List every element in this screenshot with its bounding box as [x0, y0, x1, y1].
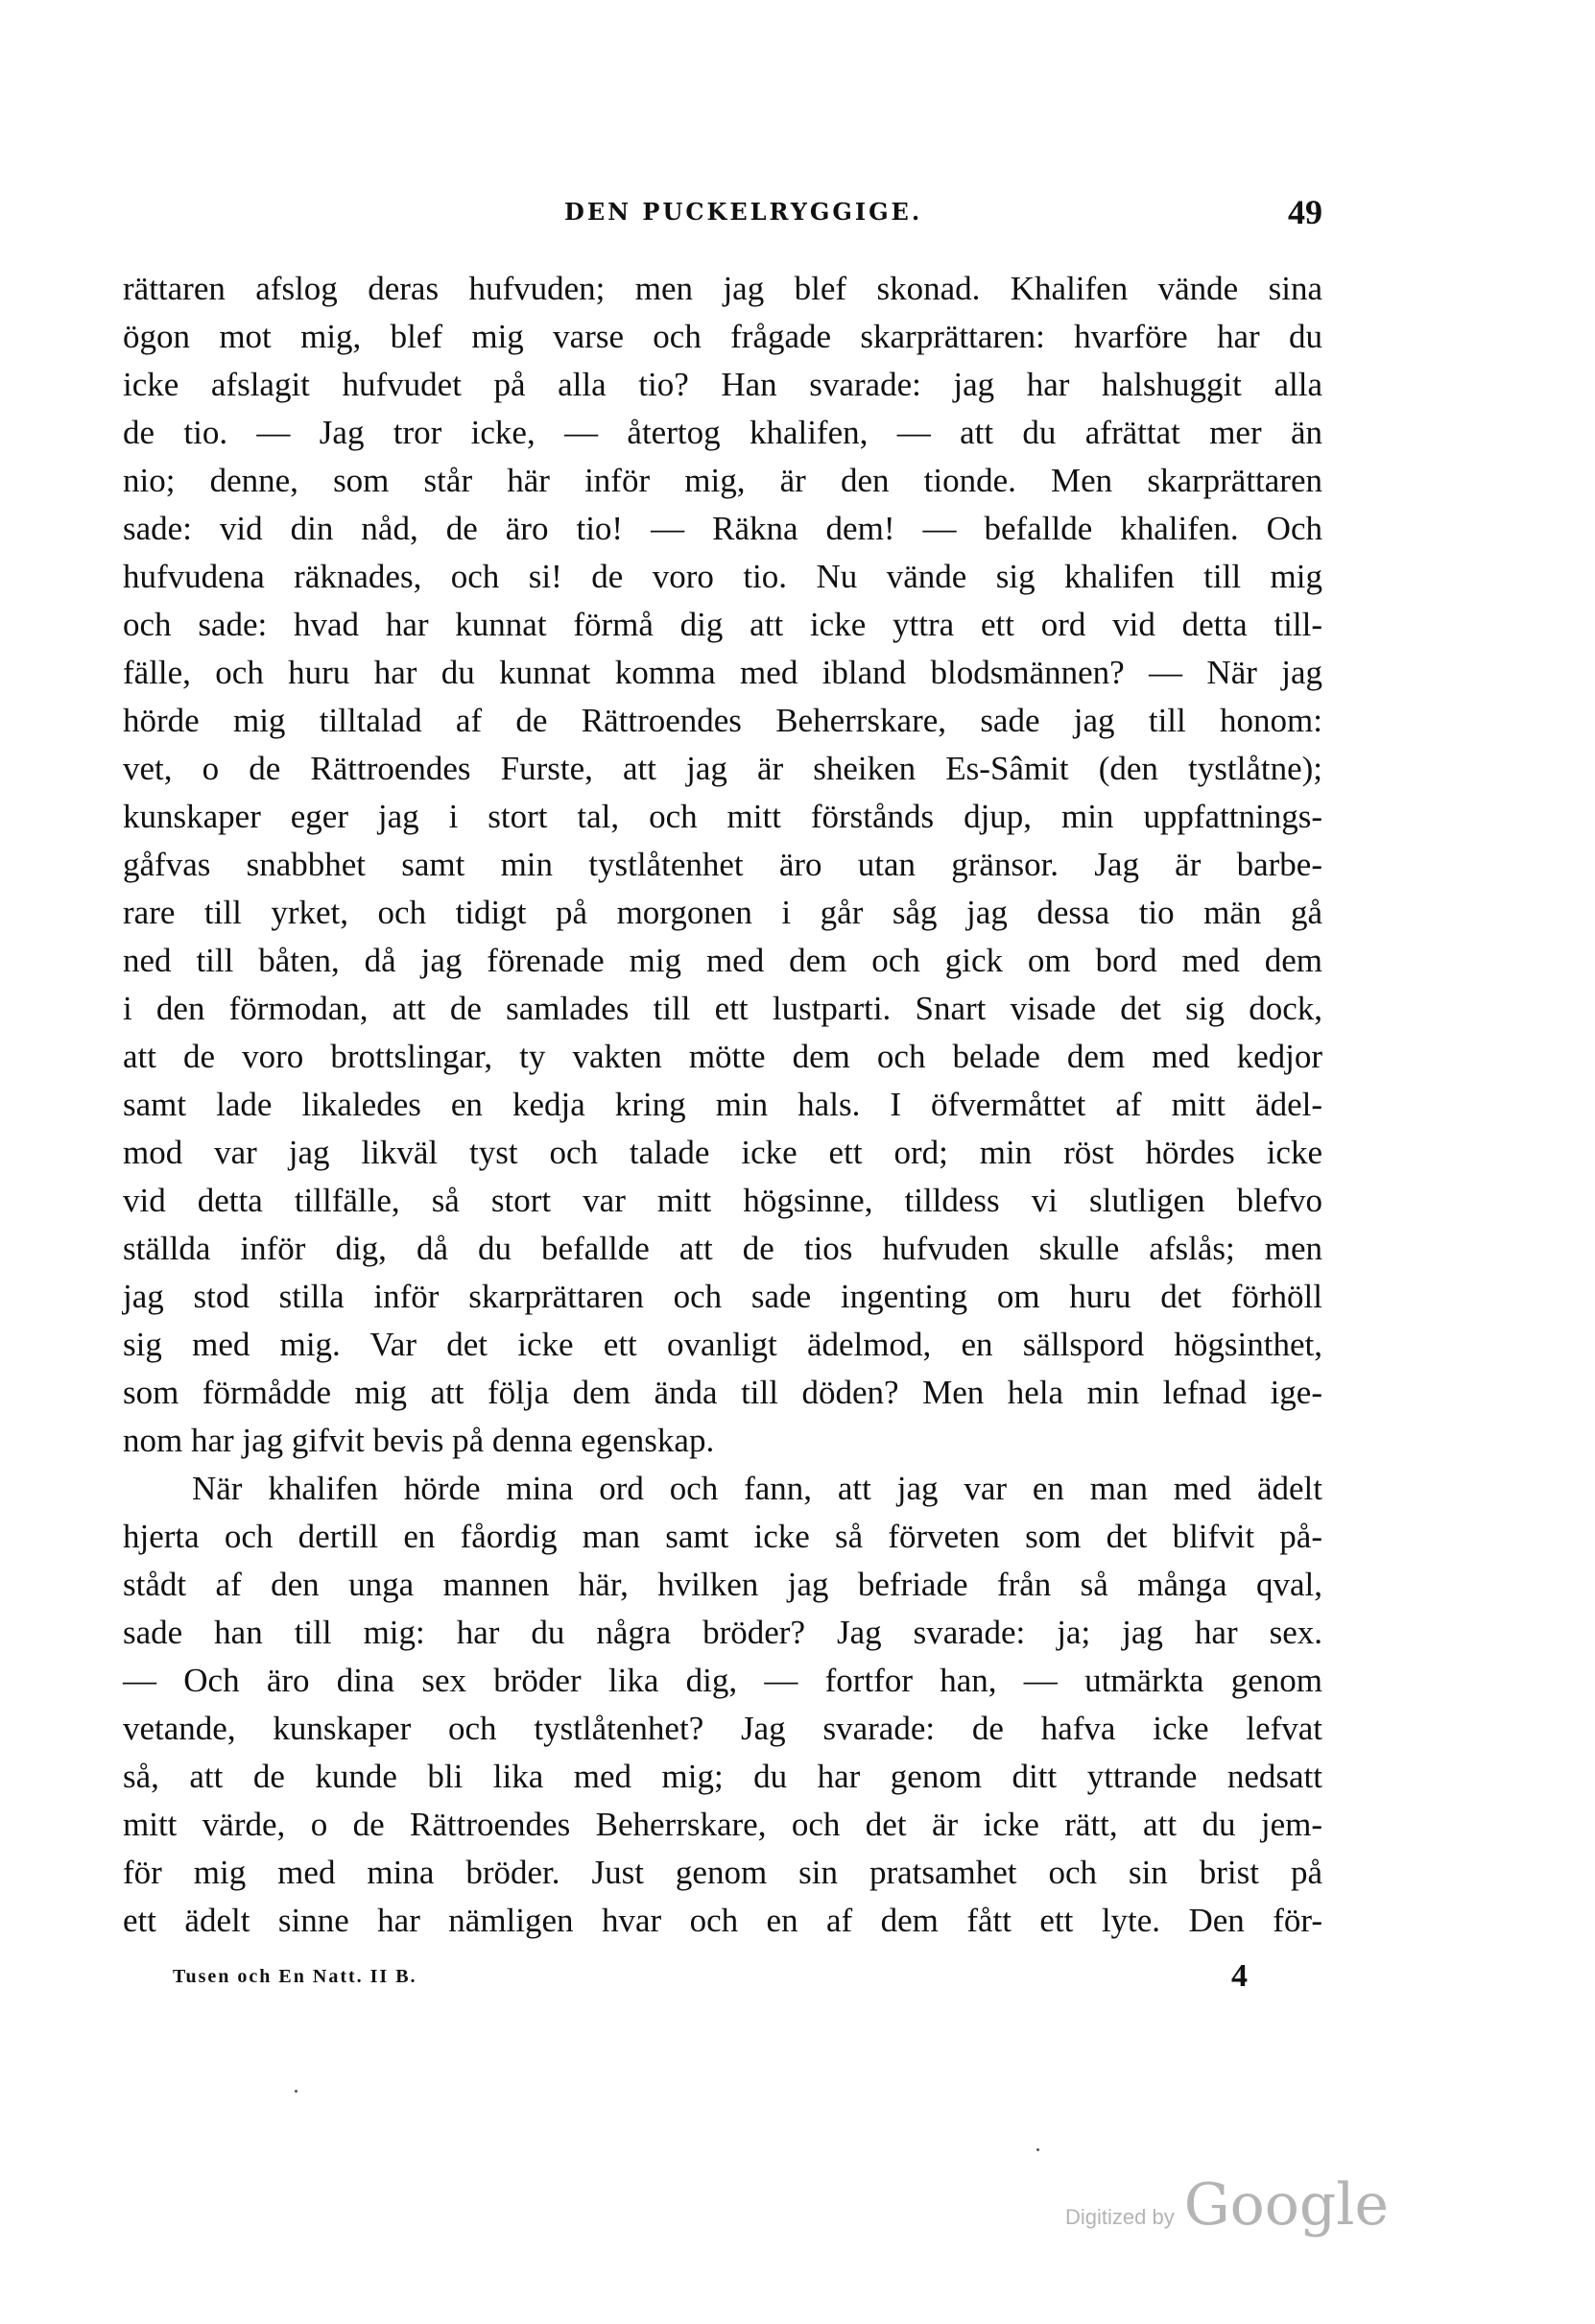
sheet-number: 4	[1231, 1958, 1248, 1994]
text-line: ned till båten, då jag förenade mig med dem och gick om bord med dem	[123, 942, 1322, 979]
body-text	[123, 265, 1322, 1945]
text-line: nom har jag gifvit bevis på denna egenskap.	[123, 1422, 715, 1459]
running-title: DEN PUCKELRYGGIGE.	[564, 198, 923, 226]
text-line: för mig med mina bröder. Just genom sin pratsamhet och sin brist på	[123, 1854, 1322, 1891]
text-line: ögon mot mig, blef mig varse och frågade skarprättaren: hvarföre har du	[123, 318, 1322, 355]
text-line: sig med mig. Var det icke ett ovanligt ädelmod, en sällspord högsinthet,	[123, 1326, 1322, 1363]
text-line: gåfvas snabbhet samt min tystlåtenhet äro utan gränsor. Jag är barbe-	[123, 846, 1322, 883]
text-line: och sade: hvad har kunnat förmå dig att icke yttra ett ord vid detta till-	[123, 606, 1322, 643]
text-line: hörde mig tilltalad af de Rättroendes Beherrskare, sade jag till honom:	[123, 702, 1322, 739]
speck-mark	[295, 2090, 298, 2093]
text-line: rättaren afslog deras hufvuden; men jag blef skonad. Khalifen vände sina	[123, 270, 1322, 307]
page-number: 49	[1288, 193, 1322, 231]
text-line: sade: vid din nåd, de äro tio! — Räkna dem! — befallde khalifen. Och	[123, 510, 1322, 547]
text-line: i den förmodan, att de samlades till ett lustparti. Snart visade det sig dock,	[123, 990, 1322, 1027]
text-line: icke afslagit hufvudet på alla tio? Han svarade: jag har halshuggit alla	[123, 366, 1322, 403]
text-line: ställda inför dig, då du befallde att de tios hufvuden skulle afslås; men	[123, 1230, 1322, 1267]
text-line: hjerta och dertill en fåordig man samt icke så förveten som det blifvit på-	[123, 1518, 1322, 1555]
signature-mark: Tusen och En Natt. II B.	[173, 1966, 417, 1987]
text-line: samt lade likaledes en kedja kring min hals. I öfvermåttet af mitt ädel-	[123, 1086, 1322, 1123]
text-line: vet, o de Rättroendes Furste, att jag är sheiken Es-Sâmit (den tystlåtne);	[123, 750, 1322, 787]
text-line: När khalifen hörde mina ord och fann, att jag var en man med ädelt	[192, 1470, 1322, 1507]
text-line: sade han till mig: har du några bröder? Jag svarade: ja; jag har sex.	[123, 1614, 1322, 1651]
text-line: så, att de kunde bli lika med mig; du har genom ditt yttrande nedsatt	[123, 1758, 1322, 1795]
text-line: ett ädelt sinne har nämligen hvar och en af dem fått ett lyte. Den för-	[123, 1902, 1322, 1939]
text-line: mitt värde, o de Rättroendes Beherrskare, och det är icke rätt, att du jem-	[123, 1806, 1322, 1843]
text-line: fälle, och huru har du kunnat komma med ibland blodsmännen? — När jag	[123, 654, 1322, 691]
running-header	[123, 192, 1322, 240]
text-line: att de voro brottslingar, ty vakten mötte dem och belade dem med kedjor	[123, 1038, 1322, 1075]
watermark-brand: Google	[1183, 2171, 1389, 2239]
text-line: hufvudena räknades, och si! de voro tio. Nu vände sig khalifen till mig	[123, 558, 1322, 595]
text-line: — Och äro dina sex bröder lika dig, — fortfor han, — utmärkta genom	[123, 1662, 1322, 1699]
digitized-watermark	[1065, 2171, 1389, 2239]
text-line: stådt af den unga mannen här, hvilken jag befriade från så många qval,	[123, 1566, 1322, 1603]
text-line: vid detta tillfälle, så stort var mitt högsinne, tilldess vi slutligen blefvo	[123, 1182, 1322, 1219]
text-line: de tio. — Jag tror icke, — återtog khalifen, — att du afrättat mer än	[123, 414, 1322, 451]
text-line: som förmådde mig att följa dem ända till döden? Men hela min lefnad ige-	[123, 1374, 1322, 1411]
text-line: jag stod stilla inför skarprättaren och sade ingenting om huru det förhöll	[123, 1278, 1322, 1315]
speck-mark	[1036, 2148, 1039, 2151]
text-line: kunskaper eger jag i stort tal, och mitt förstånds djup, min uppfattnings-	[123, 798, 1322, 835]
text-line: rare till yrket, och tidigt på morgonen i går såg jag dessa tio män gå	[123, 894, 1322, 931]
watermark-prefix: Digitized by	[1065, 2205, 1175, 2229]
text-line: vetande, kunskaper och tystlåtenhet? Jag svarade: de hafva icke lefvat	[123, 1710, 1322, 1747]
page-footer	[173, 1958, 1248, 2006]
text-line: nio; denne, som står här inför mig, är den tionde. Men skarprättaren	[123, 462, 1322, 499]
text-line: mod var jag likväl tyst och talade icke ett ord; min röst hördes icke	[123, 1134, 1322, 1171]
